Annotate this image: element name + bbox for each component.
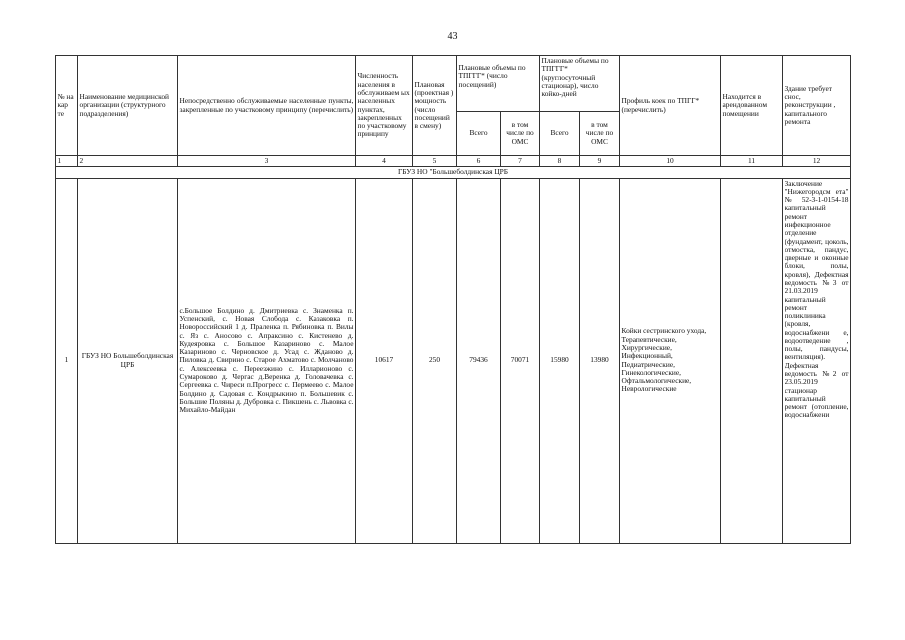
header-population: Численность населения в обслуживаем ых населенных пунктах, закрепленных по участковому принципу <box>356 56 413 156</box>
header-beds-oms: в том числе по ОМС <box>580 112 620 156</box>
row-visits-oms: 70071 <box>501 178 540 543</box>
row-visits-total: 79436 <box>457 178 501 543</box>
medical-organizations-table <box>55 55 851 544</box>
column-number: 10 <box>620 156 721 167</box>
column-number: 1 <box>56 156 78 167</box>
column-number: 9 <box>580 156 620 167</box>
row-capacity: 250 <box>413 178 457 543</box>
column-number: 7 <box>501 156 540 167</box>
column-number: 2 <box>78 156 178 167</box>
header-capacity: Плановая (проектная ) мощность (число посещений в смену) <box>413 56 457 156</box>
column-number: 4 <box>356 156 413 167</box>
column-number-row <box>56 156 851 167</box>
row-population: 10617 <box>356 178 413 543</box>
row-rented <box>721 178 783 543</box>
column-number: 8 <box>540 156 580 167</box>
section-title: ГБУЗ НО "Большеболдинская ЦРБ <box>56 167 851 178</box>
table-row <box>56 178 851 543</box>
column-number: 3 <box>178 156 356 167</box>
header-rented: Находится в арендованном помещении <box>721 56 783 156</box>
header-visits-oms: в том числе по ОМС <box>501 112 540 156</box>
header-reconstruction: Здание требует снос, реконструкции , капитального ремонта <box>783 56 851 156</box>
page-number: 43 <box>447 31 458 42</box>
header-visits-total: Всего <box>457 112 501 156</box>
header-org-name: Наименование медицинской организации (структурного подразделения) <box>78 56 178 156</box>
header-plan-beds: Плановые объемы по ТПГГГ* (круглосуточный стационар), число койко-дней <box>540 56 620 112</box>
column-number: 6 <box>457 156 501 167</box>
header-row <box>56 56 851 112</box>
row-num: 1 <box>56 178 78 543</box>
header-num: № на кар те <box>56 56 78 156</box>
header-settlements: Непосредственно обслуживаемые населенные пункты, закрепленные по участковому принципу (перечислить) <box>178 56 356 156</box>
column-number: 12 <box>783 156 851 167</box>
row-settlements: с.Большое Болдино д. Дмитриевка с. Знаменка п. Успенский, с. Новая Слобода с. Казаковка п. Новороссийский 1 д. Праленка п. Рябиновка п. Вилы с. Яз с. Аносово с. Апраксино с. Кистенево д. Кудеяровка с. Большое Казариново с. Малое Казариново с. Черновское д. Усад с. Жданово д. Пиловка д. Свирино с. Старое Ахматово с. Молчаново с. Алексеевка с. Переезжино с. Илларионово с. Сумароково д. Чергас д.Веренка д. Головачевка с. Сергеевка с. Чиреси п.Прогресс с. Пермеево с. Малое Болдино д. Садовая с. Кондрыкино п. Большевик с. Большие Поляны д. Дубровка с. Пикшень с. Львовка с. Михайло-Майдан <box>178 178 356 543</box>
row-org-name: ГБУЗ НО Большеболдинская ЦРБ <box>78 178 178 543</box>
header-bed-profile: Профиль коек по ТПГГ* (перечислить) <box>620 56 721 156</box>
header-beds-total: Всего <box>540 112 580 156</box>
column-number: 5 <box>413 156 457 167</box>
row-beds-oms: 13980 <box>580 178 620 543</box>
column-number: 11 <box>721 156 783 167</box>
section-row <box>56 167 851 178</box>
row-bed-profile: Койки сестринского ухода, Терапевтические, Хирургические, Инфекционный, Педиатрические, Гинекологические, Офтальмологические, Неврологические <box>620 178 721 543</box>
row-reconstruction: Заключение "Нижегородсм ета" №52-3-1-0154-18 капитальный ремонт инфекционное отделение (фундамент, цоколь, отмостка, пандус, дверные и оконные блоки, полы, кровля), Дефектная ведомость №3 от 21.03.2019 капитальный ремонт поликлиника (кровля, водоснабжени е, водоотведение , полы, пандусы, вентиляция). Дефектная ведомость №2 от 23.05.2019 стационар капитальный ремонт (отопление, водоснабжени <box>784 179 849 420</box>
row-reconstruction-cell <box>783 178 851 543</box>
row-beds-total: 15980 <box>540 178 580 543</box>
header-plan-visits: Плановые объемы по ТПГГГ* (число посещений) <box>457 56 540 112</box>
